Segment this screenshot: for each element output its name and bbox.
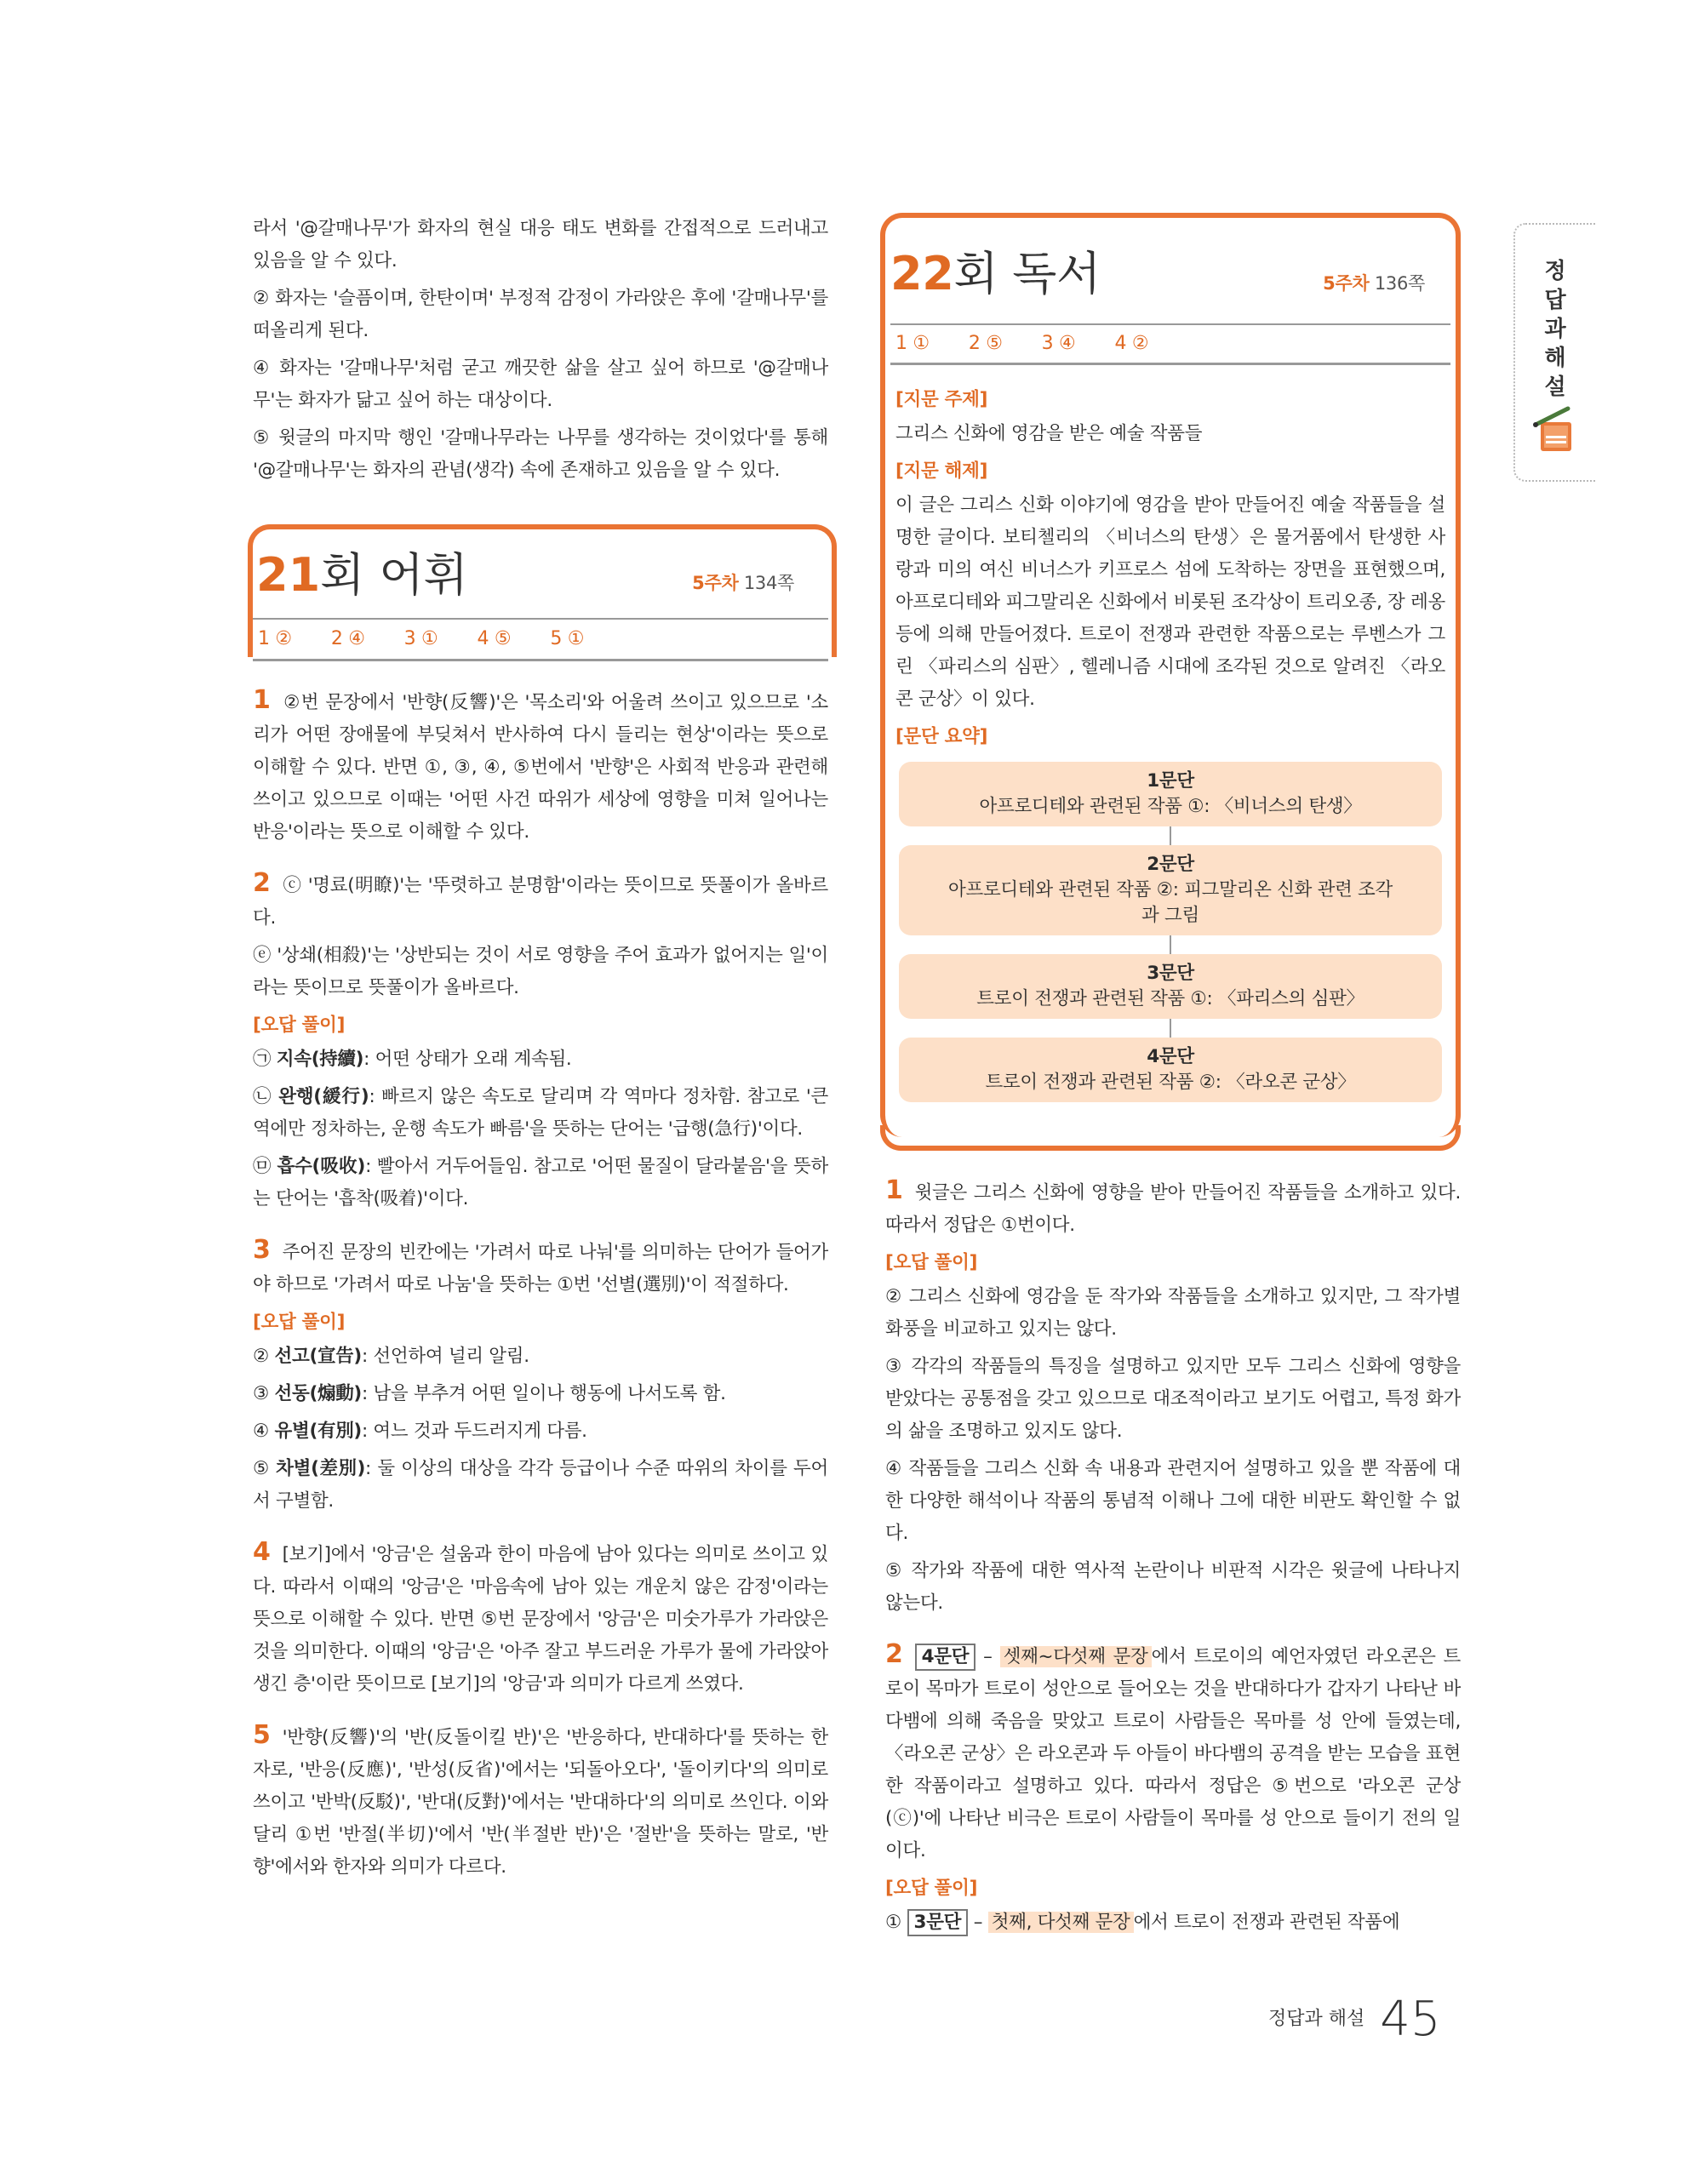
item-mark: ①: [885, 1912, 901, 1933]
wrong-answer-label: [오답 풀이]: [253, 1015, 346, 1036]
wrong-answer-item: [253, 1081, 828, 1146]
question-number: 3: [253, 1235, 271, 1265]
paragraph-body: 트로이 전쟁과 관련된 작품 ②: 〈라오콘 군상〉: [985, 1072, 1356, 1093]
wrong-answer-item: [885, 1907, 1461, 1939]
item-text: : 어떤 상태가 오래 계속됨.: [363, 1049, 572, 1070]
item-term: 완행(緩行): [278, 1086, 369, 1107]
wrong-answer-item: [253, 1151, 828, 1215]
box-bottom-frame: [880, 1125, 1461, 1151]
side-tab: [1513, 223, 1595, 482]
paragraph-summary-card: [899, 845, 1442, 935]
wrong-answer-item: ③ 각각의 작품들의 특징을 설명하고 있지만 모두 그리스 신화에 영향을 받았다는 공통점을 갖고 있으므로 대조적이라고 보기도 어렵고, 특정 화가의 삶을 조명하고 있지도 않다.: [885, 1356, 1461, 1442]
item-mark: ㉤: [253, 1156, 272, 1177]
question-number: 4: [253, 1537, 271, 1567]
question-1-explanation: [885, 1175, 1461, 1620]
intro-paragraph: ⑤ 윗글의 마지막 행인 '갈매나무라는 나무를 생각하는 것이었다'를 통해 '@갈매나무'는 화자의 관념(생각) 속에 존재하고 있음을 알 수 있다.: [253, 427, 828, 481]
explanation-text: [보기]에서 '앙금'은 설움과 한이 마음에 남아 있다는 의미로 쓰이고 있다. 따라서 이때의 '앙금'은 '마음속에 남아 있는 개운치 않은 감정'이라는 뜻으로 이해할 수 있다. 반면 ⑤번 문장에서 '앙금'은 미숫가루가 가라앉은 것을 의미한다. 이때의 '앙금'은 '아주 잘고 부드러운 가루가 물에 가라앉아 생긴 층'이란 뜻이므로 [보기]의 '앙금'과 의미가 다르게 쓰였다.: [253, 1544, 828, 1695]
question-2-explanation: [253, 867, 828, 1215]
analysis-text: 이 글은 그리스 신화 이야기에 영감을 받아 만들어진 예술 작품들을 설명한 글이다. 보티첼리의 〈비너스의 탄생〉은 물거품에서 탄생한 사랑과 미의 여신 비너스가 키프로스 섬에 도착하는 장면을 표현했으며, 아프로디테와 피그말리온 신화에서 비롯된 조각상이 트리오종, 장 레옹 등에 의해 만들어졌다. 트로이 전쟁과 관련한 작품으로는 루벤스가 그린 〈파리스의 심판〉, 헬레니즘 시대에 조각된 것으로 알려진 〈라오콘 군상〉이 있다.: [895, 495, 1445, 710]
question-number: 1: [253, 685, 271, 715]
paragraph-heading: 1문단: [1147, 770, 1194, 792]
answer-item: 4 ②: [1114, 333, 1149, 354]
page-number: 45: [1380, 1992, 1441, 2047]
paragraph-body: 트로이 전쟁과 관련된 작품 ①: 〈파리스의 심판〉: [976, 988, 1364, 1009]
question-number: 2: [253, 868, 271, 898]
answer-item: 3 ①: [403, 628, 438, 649]
explanation-text: ②번 문장에서 '반향(反響)'은 '목소리'와 어울려 쓰이고 있으므로 '소리가 어떤 장애물에 부딪쳐서 반사하여 다시 들리는 현상'이라는 뜻으로 이해할 수 있다. 반면 ①, ③, ④, ⑤번에서 '반향'은 사회적 반응과 관련해 쓰이고 있으므로 이때는 '어떤 사건 따위가 세상에 영향을 미쳐 일어나는 반응'이라는 뜻으로 이해할 수 있다.: [253, 692, 828, 843]
answer-item: 2 ④: [330, 628, 365, 649]
book-pen-icon: [1530, 403, 1580, 458]
item-mark: ⑤: [253, 1458, 270, 1479]
question-5-explanation: [253, 1719, 828, 1884]
paragraph-summary-card: [899, 1038, 1442, 1102]
theme-text: 그리스 신화에 영감을 받은 예술 작품들: [895, 423, 1203, 444]
answer-item: 4 ⑤: [477, 628, 512, 649]
paragraph-heading: 3문단: [1147, 963, 1194, 984]
footer-label: 정답과 해설: [1268, 2008, 1365, 2030]
item-text: : 남을 부추겨 어떤 일이나 행동에 나서도록 함.: [361, 1383, 726, 1404]
week-label: 5주차: [1323, 273, 1370, 294]
section-week: [692, 567, 794, 599]
wrong-answer-item: [253, 1453, 828, 1518]
answer-key: [890, 323, 1450, 365]
wrong-answer-label: [오답 풀이]: [885, 1252, 978, 1273]
paragraph-tag: 4문단: [915, 1644, 976, 1671]
section-title: [256, 548, 468, 603]
paragraph-heading: 2문단: [1147, 854, 1194, 875]
answer-item: 2 ⑤: [968, 333, 1003, 354]
paragraph-body: 아프로디테와 관련된 작품 ②: 피그말리온 신화 관련 조각과 그림: [948, 879, 1393, 926]
summary-label: [문단 요약]: [895, 726, 988, 747]
wrong-answer-label: [오답 풀이]: [885, 1878, 978, 1899]
item-mark: ④: [253, 1421, 269, 1442]
item-text: : 둘 이상의 대상을 각각 등급이나 수준 따위의 차이를 두어서 구별함.: [253, 1458, 828, 1512]
left-column: [253, 213, 828, 1889]
wrong-answer-item: [253, 1378, 828, 1410]
highlight-phrase: 첫째, 다섯째 문장: [988, 1912, 1134, 1933]
explanation-text: 에서 트로이의 예언자였던 라오콘은 트로이 목마가 트로이 성안으로 들어오는 것을 반대하다가 갑자기 나타난 바다뱀에 의해 죽음을 맞았고 트로이 사람들은 목마를 성 안에 들였는데, 〈라오콘 군상〉은 라오콘과 두 아들이 바다뱀의 공격을 받는 모습을 표현한 작품이라고 설명하고 있다. 따라서 정답은 ⑤번으로 '라오콘 군상(ⓒ)'에 나타난 비극은 트로이 사람들이 목마를 성 안으로 들이기 전의 일이다.: [885, 1646, 1461, 1861]
connector-line: [1170, 826, 1171, 845]
item-mark: ㉡: [253, 1086, 272, 1107]
question-1-explanation: [253, 684, 828, 849]
dash: –: [973, 1912, 983, 1933]
wrong-answer-label: [오답 풀이]: [253, 1312, 346, 1333]
item-text: : 빨아서 거두어들임. 참고로 '어떤 물질이 달라붙음'을 뜻하는 단어는 '흡착(吸着)'이다.: [253, 1156, 828, 1209]
section-21-header: [253, 524, 828, 660]
item-term: 선동(煽動): [274, 1383, 362, 1404]
section-title: [890, 247, 1101, 301]
section-22-box: [880, 213, 1461, 1137]
section-title-text: 회 독서: [953, 247, 1101, 300]
answer-item: 5 ①: [550, 628, 585, 649]
section-week: [1323, 267, 1425, 300]
wrong-answer-item: ② 그리스 신화에 영감을 둔 작가와 작품들을 소개하고 있지만, 그 작가별 화풍을 비교하고 있지는 않다.: [885, 1286, 1461, 1340]
item-term: 유별(有別): [274, 1421, 362, 1442]
item-text: : 선언하여 널리 알림.: [361, 1346, 529, 1367]
item-text: : 빠르지 않은 속도로 달리며 각 역마다 정차함. 참고로 '큰 역에만 정차하는, 운행 속도가 빠름'을 뜻하는 단어는 '급행(急行)'이다.: [253, 1086, 828, 1140]
page-ref: 134쪽: [743, 573, 794, 593]
answer-item: 3 ④: [1041, 333, 1076, 354]
item-text: : 여느 것과 두드러지게 다름.: [361, 1421, 587, 1442]
week-label: 5주차: [692, 573, 739, 593]
explanation-text: 주어진 문장의 빈칸에는 '가려서 따로 나눠'를 의미하는 단어가 들어가야 하므로 '가려서 따로 나눔'을 뜻하는 ①번 '선별(選別)'이 적절하다.: [253, 1242, 828, 1295]
explanation-text: '반향(反響)'의 '반(反돌이킬 반)'은 '반응하다, 반대하다'를 뜻하는 한자로, '반응(反應)', '반성(反省)'에서는 '되돌아오다', '돌이키다'의 의미로 쓰이고 '반박(反駁)', '반대(反對)'에서는 '반대하다'의 의미로 쓰인다. 이와 달리 ①번 '반절(半切)'에서 '반(半절반 반)'은 '절반'을 뜻하는 말로, '반향'에서와 한자와 의미가 다르다.: [253, 1727, 828, 1878]
paragraph-tag: 3문단: [907, 1909, 969, 1936]
answer-item: 1 ①: [895, 333, 930, 354]
answer-item: 1 ②: [258, 628, 292, 649]
highlight-phrase: 셋째~다섯째 문장: [1000, 1646, 1152, 1667]
explanation-text: ⓒ '명료(明瞭)'는 '뚜렷하고 분명함'이라는 뜻이므로 뜻풀이가 올바르다.: [253, 875, 828, 929]
item-mark: ㉠: [253, 1049, 272, 1070]
section-number: 21: [256, 548, 321, 602]
wrong-answer-item: [253, 1341, 828, 1373]
item-mark: ②: [253, 1346, 269, 1367]
connector-line: [1170, 1019, 1171, 1038]
item-text: 에서 트로이 전쟁과 관련된 작품에: [1133, 1912, 1400, 1933]
analysis-label: [지문 해제]: [895, 460, 988, 482]
question-3-explanation: [253, 1234, 828, 1518]
section-22-header: [890, 218, 1450, 320]
section-title-text: 회 어휘: [320, 548, 468, 602]
question-number: 1: [885, 1175, 903, 1205]
paragraph-body: 아프로디테와 관련된 작품 ①: 〈비너스의 탄생〉: [979, 796, 1362, 817]
item-term: 차별(差別): [276, 1458, 366, 1479]
item-mark: ③: [253, 1383, 269, 1404]
intro-paragraph: 라서 '@갈매나무'가 화자의 현실 대응 태도 변화를 간접적으로 드러내고 있음을 알 수 있다.: [253, 218, 828, 272]
explanation-text: ⓔ '상쇄(相殺)'는 '상반되는 것이 서로 영향을 주어 효과가 없어지는 일'이라는 뜻이므로 뜻풀이가 올바르다.: [253, 945, 828, 998]
dash: –: [983, 1646, 993, 1667]
answer-key: [253, 618, 828, 661]
side-tab-label: 정답과해설: [1544, 259, 1566, 400]
intro-paragraph: ④ 화자는 '갈매나무'처럼 굳고 깨끗한 삶을 살고 싶어 하므로 '@갈매나무'는 화자가 닮고 싶어 하는 대상이다.: [253, 357, 828, 411]
question-2-explanation: [885, 1638, 1461, 1939]
question-number: 2: [885, 1639, 903, 1669]
wrong-answer-item: ④ 작품들을 그리스 신화 속 내용과 관련지어 설명하고 있을 뿐 작품에 대한 다양한 해석이나 작품의 통념적 이해나 그에 대한 비판도 확인할 수 없다.: [885, 1458, 1461, 1544]
item-term: 흡수(吸收): [277, 1156, 366, 1177]
wrong-answer-item: [253, 1043, 828, 1076]
wrong-answer-item: ⑤ 작가와 작품에 대한 역사적 논란이나 비판적 시각은 윗글에 나타나지 않는다.: [885, 1560, 1461, 1614]
connector-line: [1170, 935, 1171, 954]
question-4-explanation: [253, 1536, 828, 1701]
paragraph-heading: 4문단: [1147, 1046, 1194, 1067]
page-footer: [1268, 1992, 1441, 2047]
wrong-answer-item: [253, 1415, 828, 1448]
page-ref: 136쪽: [1374, 273, 1425, 294]
right-column: [885, 213, 1461, 1944]
item-term: 선고(宣告): [274, 1346, 362, 1367]
intro-paragraph: ② 화자는 '슬픔이며, 한탄이며' 부정적 감정이 가라앉은 후에 '갈매나무'를 떠올리게 된다.: [253, 288, 828, 341]
paragraph-summary-card: [899, 954, 1442, 1019]
theme-label: [지문 주제]: [895, 389, 988, 410]
explanation-text: 윗글은 그리스 신화에 영향을 받아 만들어진 작품들을 소개하고 있다. 따라서 정답은 ①번이다.: [885, 1182, 1461, 1236]
paragraph-summary-card: [899, 762, 1442, 826]
section-number: 22: [890, 247, 954, 300]
item-term: 지속(持續): [276, 1049, 364, 1070]
question-number: 5: [253, 1720, 271, 1750]
